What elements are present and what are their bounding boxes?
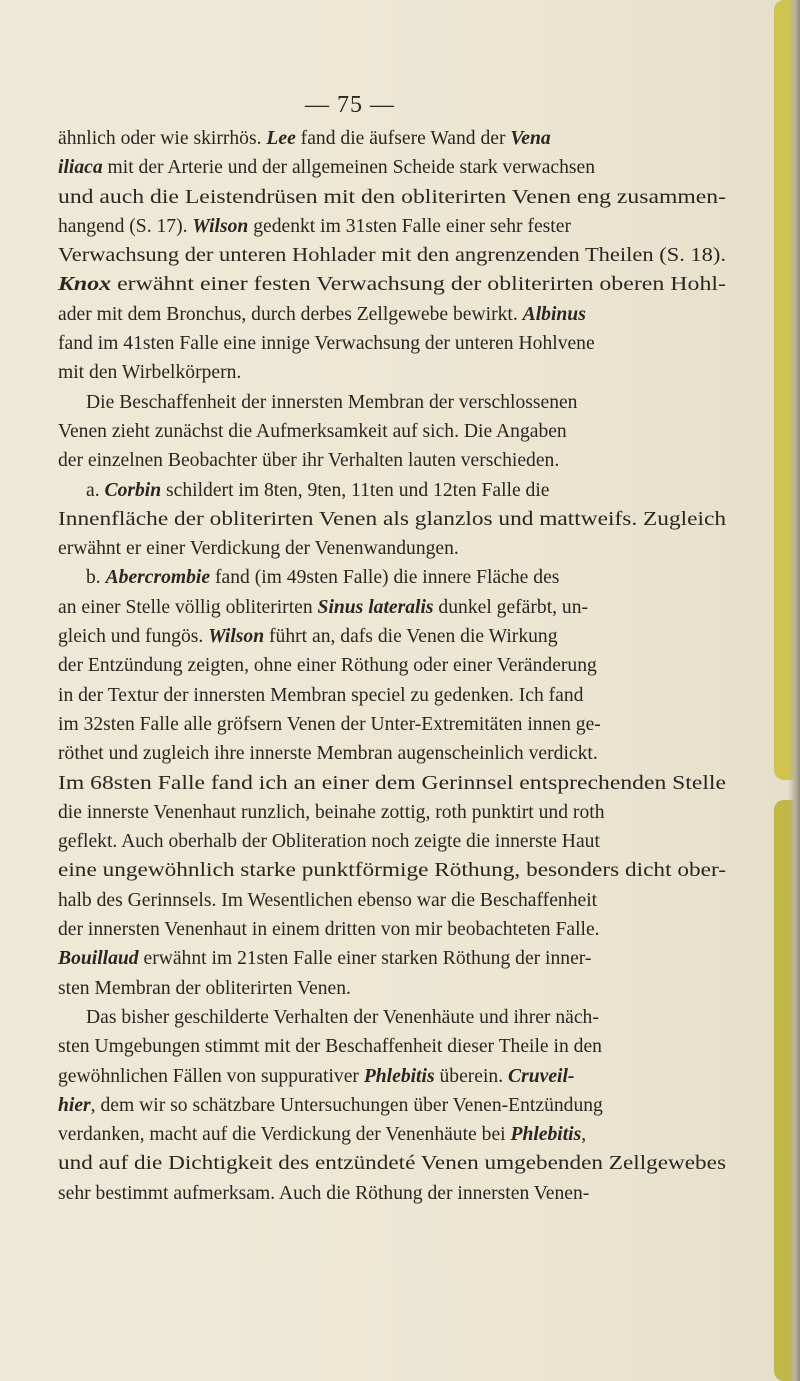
- text-run: eine ungewöhnlich starke punktförmige Röthung, besonders dicht ober-: [58, 860, 727, 882]
- text-line: [0, 710, 760, 739]
- text-run: und auch die Leistendrüsen mit den obliterirten Venen eng zusammen-: [58, 186, 727, 208]
- text-run: erwähnt einer festen Verwachsung der obliterirten oberen Hohl-: [111, 274, 727, 296]
- author-name: Phlebitis: [510, 1124, 582, 1146]
- text-run: röthet und zugleich ihre innerste Membran augenscheinlich verdickt.: [58, 743, 598, 765]
- text-line: [0, 1179, 760, 1208]
- author-name: Wilson: [192, 215, 249, 237]
- text-run: sten Membran der obliterirten Venen.: [58, 977, 351, 999]
- text-line: [0, 798, 760, 827]
- text-run: der Entzündung zeigten, ohne einer Röthung oder einer Veränderung: [58, 655, 597, 677]
- text-run: verdanken, macht auf die Verdickung der Venenhäute bei: [58, 1124, 511, 1146]
- text-run: gewöhnlichen Fällen von suppurativer: [58, 1065, 364, 1087]
- text-line: [0, 183, 760, 212]
- author-name: iliaca: [58, 157, 103, 179]
- text-run: erwähnt im 21sten Falle einer starken Röthung der inner-: [138, 948, 592, 970]
- text-line: [0, 856, 760, 885]
- text-line: [0, 681, 760, 710]
- author-name: Corbin: [104, 479, 162, 501]
- text-line: [0, 417, 760, 446]
- text-run: die innerste Venenhaut runzlich, beinahe zottig, roth punktirt und roth: [58, 801, 605, 823]
- text-line: [0, 1149, 760, 1178]
- text-run: gedenkt im 31sten Falle einer sehr fester: [248, 215, 571, 237]
- text-run: mit den Wirbelkörpern.: [58, 362, 242, 384]
- text-line: [0, 300, 760, 329]
- author-name: Cruveil-: [508, 1065, 575, 1087]
- author-name: Bouillaud: [58, 948, 139, 970]
- text-run: Im 68sten Falle fand ich an einer dem Gerinnsel entsprechenden Stelle: [58, 772, 726, 794]
- text-run: an einer Stelle völlig obliterirten: [58, 596, 318, 618]
- text-line: [0, 505, 760, 534]
- text-run: Die Beschaffenheit der innersten Membran der verschlossenen: [86, 391, 578, 413]
- text-run: der einzelnen Beobachter über ihr Verhalten lauten verschieden.: [58, 450, 560, 472]
- author-name: Lee: [266, 128, 296, 149]
- text-line: [0, 241, 760, 270]
- text-line: [0, 1091, 760, 1120]
- text-run: der innersten Venenhaut in einem dritten von mir beobachteten Falle.: [58, 919, 600, 941]
- text-run: ader mit dem Bronchus, durch derbes Zellgewebe bewirkt.: [58, 303, 523, 325]
- text-run: Venen zieht zunächst die Aufmerksamkeit auf sich. Die Angaben: [58, 420, 567, 442]
- text-line: [0, 739, 760, 768]
- text-run: , dem wir so schätzbare Untersuchungen über Venen-Entzündung: [90, 1094, 603, 1116]
- text-line: [0, 944, 760, 973]
- text-line: [0, 124, 760, 153]
- author-name: Albinus: [522, 303, 586, 325]
- text-line: [0, 212, 760, 241]
- text-line: [0, 915, 760, 944]
- text-line: [0, 651, 760, 680]
- text-run: fand die äufsere Wand der: [295, 128, 511, 149]
- text-run: erwähnt er einer Verdickung der Venenwandungen.: [58, 538, 459, 560]
- text-run: ähnlich oder wie skirrhös.: [58, 128, 267, 149]
- text-run: überein.: [434, 1065, 509, 1087]
- text-run: mit der Arterie und der allgemeinen Scheide stark verwachsen: [102, 157, 596, 179]
- text-line: [0, 1120, 760, 1149]
- text-run: dunkel gefärbt, un-: [433, 596, 589, 618]
- text-line: [0, 476, 760, 505]
- body-text: [0, 124, 760, 1208]
- text-run: fand im 41sten Falle eine innige Verwachsung der unteren Hohlvene: [58, 333, 595, 355]
- text-run: b.: [86, 567, 106, 589]
- author-name: Phlebitis: [363, 1065, 435, 1087]
- text-line: [0, 358, 760, 387]
- text-run: sehr bestimmt aufmerksam. Auch die Röthung der innersten Venen-: [58, 1182, 590, 1204]
- text-run: sten Umgebungen stimmt mit der Beschaffenheit dieser Theile in den: [58, 1036, 602, 1058]
- text-line: [0, 563, 760, 592]
- author-name: Vena: [510, 128, 551, 149]
- page-number: — 75 —: [305, 92, 395, 118]
- author-name: Knox: [58, 274, 112, 296]
- text-run: gleich und fungös.: [58, 626, 209, 648]
- author-name: Wilson: [208, 626, 265, 648]
- text-line: [0, 827, 760, 856]
- text-line: [0, 886, 760, 915]
- text-run: hangend (S. 17).: [58, 215, 193, 237]
- text-line: [0, 593, 760, 622]
- text-line: [0, 974, 760, 1003]
- text-run: Das bisher geschilderte Verhalten der Venenhäute und ihrer näch-: [86, 1006, 599, 1028]
- text-line: [0, 1032, 760, 1061]
- author-name: Abercrombie: [105, 567, 211, 589]
- text-line: [0, 270, 760, 299]
- text-run: in der Textur der innersten Membran speciel zu gedenken. Ich fand: [58, 684, 584, 706]
- text-run: Verwachsung der unteren Hohlader mit den angrenzenden Theilen (S. 18).: [58, 245, 727, 267]
- text-line: [0, 1062, 760, 1091]
- text-run: führt an, dafs die Venen die Wirkung: [264, 626, 558, 648]
- text-line: [0, 534, 760, 563]
- text-run: a.: [86, 479, 105, 501]
- text-run: und auf die Dichtigkeit des entzündeté Venen umgebenden Zellgewebes: [58, 1153, 726, 1175]
- text-run: ,: [581, 1124, 587, 1146]
- author-name: hier: [58, 1094, 91, 1116]
- text-line: [0, 388, 760, 417]
- text-run: fand (im 49sten Falle) die innere Fläche des: [210, 567, 560, 589]
- page-edge-shadow: [788, 0, 800, 1381]
- text-line: [0, 769, 760, 798]
- text-line: [0, 153, 760, 182]
- text-run: schildert im 8ten, 9ten, 11ten und 12ten Falle die: [161, 479, 550, 501]
- text-line: [0, 446, 760, 475]
- text-line: [0, 329, 760, 358]
- text-run: im 32sten Falle alle gröfsern Venen der Unter-Extremitäten innen ge-: [58, 713, 601, 735]
- text-line: [0, 1003, 760, 1032]
- text-run: geflekt. Auch oberhalb der Obliteration noch zeigte die innerste Haut: [58, 831, 600, 853]
- author-name: Sinus lateralis: [317, 596, 434, 618]
- text-run: Innenfläche der obliterirten Venen als glanzlos und mattweifs. Zugleich: [58, 508, 727, 530]
- text-line: [0, 622, 760, 651]
- text-run: halb des Gerinnsels. Im Wesentlichen ebenso war die Beschaffenheit: [58, 889, 598, 911]
